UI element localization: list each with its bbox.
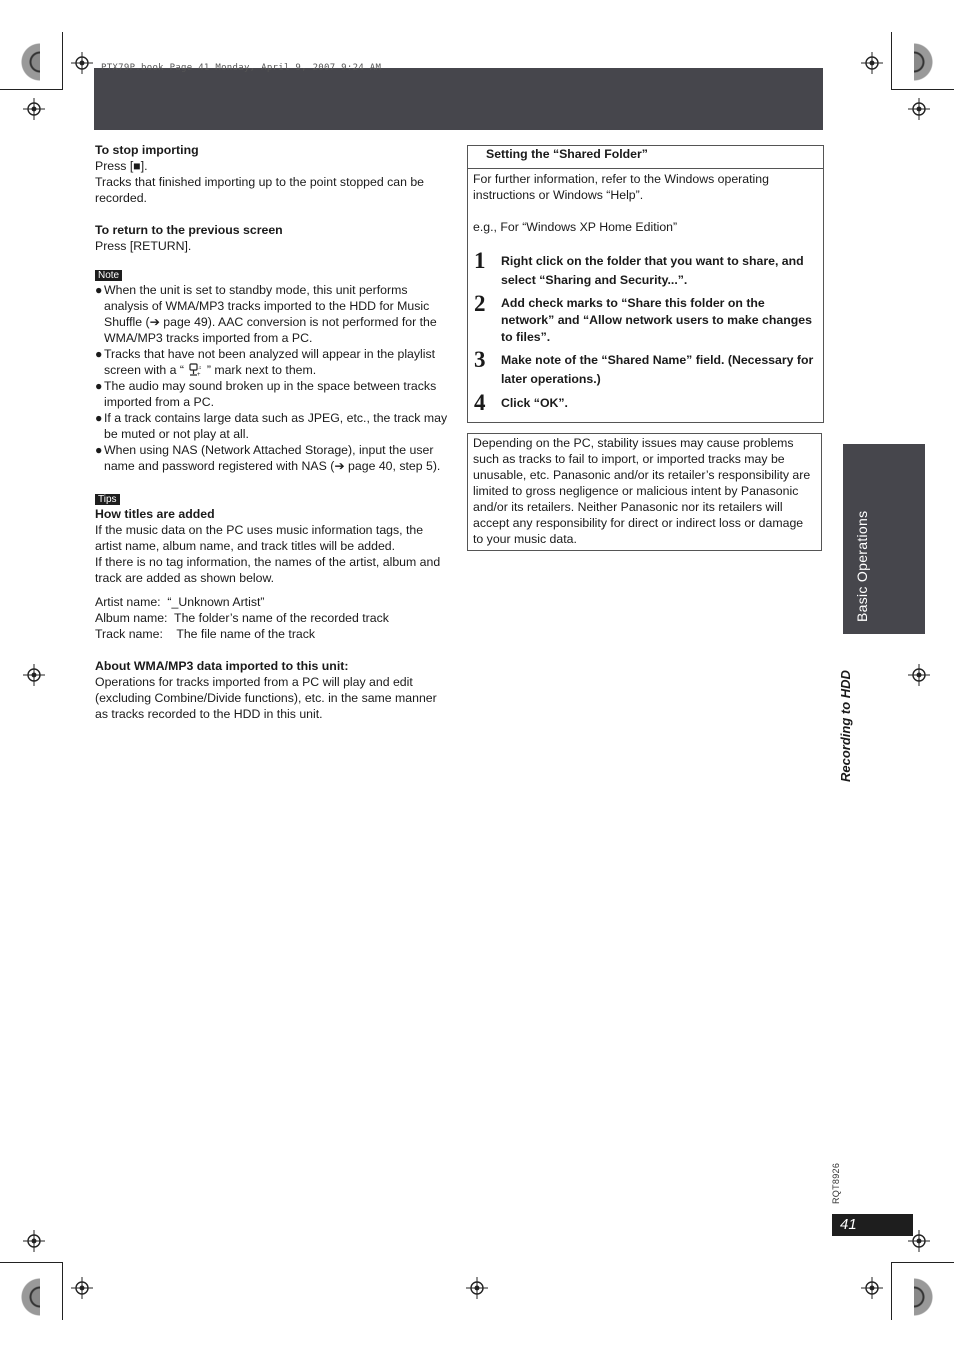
note-item: ● Tracks that have not been analyzed will appear in the playlist screen with a “ ♫ + ” mark next to them. — [95, 347, 436, 377]
crop-mark — [62, 1262, 63, 1320]
registration-crosshair-icon — [908, 98, 930, 120]
svg-text:+: + — [197, 372, 201, 377]
stop-importing-desc: Tracks that finished importing up to the point stopped can be recorded. — [95, 175, 425, 205]
bullet-icon: ● — [95, 379, 103, 393]
return-press: Press [RETURN]. — [95, 239, 192, 253]
note-item: ● If a track contains large data such as JPEG, etc., the track may be muted or not play at all. — [95, 411, 448, 441]
step-3 — [473, 347, 817, 389]
stop-importing-heading: To stop importing — [95, 143, 199, 157]
crop-mark — [891, 1262, 892, 1320]
about-desc: Operations for tracks imported from a PC will play and edit (excluding Combine/Divide functions), etc. in the same manner as tracks recorded to the HDD in this unit. — [95, 675, 437, 721]
album-name-row: Album name: The folder’s name of the recorded track — [95, 611, 389, 625]
page-number: 41 — [832, 1214, 913, 1236]
step-4 — [473, 390, 817, 415]
registration-crosshair-icon — [71, 1277, 93, 1299]
registration-wheel-icon — [20, 1277, 40, 1317]
step-2 — [473, 291, 817, 346]
disclaimer-box — [467, 433, 822, 551]
crop-mark — [62, 32, 63, 90]
shared-folder-heading: Setting the “Shared Folder” — [468, 146, 823, 169]
registration-crosshair-icon — [23, 1230, 45, 1252]
document-code: RQT8926 — [831, 1162, 841, 1204]
left-column — [95, 142, 451, 722]
bullet-icon: ● — [95, 347, 103, 361]
crop-mark — [892, 89, 954, 90]
shared-folder-example: e.g., For “Windows XP Home Edition” — [473, 220, 678, 234]
track-name-row: Track name: The file name of the track — [95, 627, 316, 641]
step-number: 4 — [474, 390, 486, 415]
registration-crosshair-icon — [908, 664, 930, 686]
registration-wheel-icon — [914, 1277, 934, 1317]
registration-crosshair-icon — [861, 52, 883, 74]
header-bar — [94, 68, 823, 130]
shared-folder-box — [467, 145, 824, 423]
registration-crosshair-icon — [861, 1277, 883, 1299]
step-text: Right click on the folder that you want to share, and select “Sharing and Security...”. — [501, 254, 804, 287]
step-text: Click “OK”. — [501, 396, 568, 410]
crop-mark — [0, 89, 62, 90]
bullet-icon: ● — [95, 443, 103, 457]
section-label: Recording to HDD — [838, 670, 853, 782]
crop-mark — [891, 32, 892, 90]
step-1 — [473, 248, 817, 290]
registration-wheel-icon — [20, 42, 40, 82]
registration-crosshair-icon — [466, 1277, 488, 1299]
bullet-icon: ● — [95, 283, 103, 297]
bullet-icon: ● — [95, 411, 103, 425]
step-number: 3 — [474, 347, 486, 372]
note-badge: Note — [95, 270, 122, 281]
about-heading: About WMA/MP3 data imported to this unit: — [95, 659, 349, 673]
unanalyzed-track-icon — [187, 363, 203, 377]
note-item: ● The audio may sound broken up in the space between tracks imported from a PC. — [95, 379, 437, 409]
note-item: ● When the unit is set to standby mode, this unit performs analysis of WMA/MP3 tracks imported to the HDD for Music Shuffle (➔ page 49). AAC conversion is not performed for the WMA/MP3 tracks imported from a PC. — [95, 283, 437, 345]
step-text: Make note of the “Shared Name” field. (Necessary for later operations.) — [501, 353, 814, 386]
disclaimer-text: Depending on the PC, stability issues may cause problems such as tracks to fail to import, or imported tracks may be unusable, etc. Panasonic and/or its retailer’s responsibility are limited to gross negligence or malicious intent by Panasonic and/or its retailers. Neither Panasonic nor its retailers will accept any responsibility for direct or indirect loss or damage to your music data. — [473, 436, 811, 546]
step-text: Add check marks to “Share this folder on the network” and “Allow network users to make changes to files”. — [501, 296, 812, 344]
step-number: 1 — [474, 248, 486, 273]
stop-importing-press: Press [■]. — [95, 159, 148, 173]
shared-folder-intro: For further information, refer to the Windows operating instructions or Windows “Help”. — [473, 172, 769, 202]
registration-wheel-icon — [914, 42, 934, 82]
tips-badge: Tips — [95, 494, 120, 505]
side-tab-label: Basic Operations — [854, 510, 870, 622]
titles-desc: If there is no tag information, the names of the artist, album and track are added as shown below. — [95, 555, 441, 585]
step-number: 2 — [474, 291, 486, 316]
note-item: ● When using NAS (Network Attached Storage), input the user name and password registered with NAS (➔ page 40, step 5). — [95, 443, 441, 473]
artist-name-row: Artist name: “_Unknown Artist” — [95, 595, 265, 609]
registration-crosshair-icon — [23, 98, 45, 120]
titles-desc: If the music data on the PC uses music information tags, the artist name, album name, and track titles will be added. — [95, 523, 424, 553]
registration-crosshair-icon — [23, 664, 45, 686]
return-heading: To return to the previous screen — [95, 223, 283, 237]
file-stamp: PTX79P.book Page 41 Monday, April 9, 2007 9:24 AM — [101, 63, 382, 73]
registration-crosshair-icon — [71, 52, 93, 74]
side-tab — [843, 444, 925, 634]
crop-mark — [0, 1262, 62, 1263]
svg-text:♫: ♫ — [198, 365, 203, 371]
titles-heading: How titles are added — [95, 507, 215, 521]
crop-mark — [892, 1262, 954, 1263]
